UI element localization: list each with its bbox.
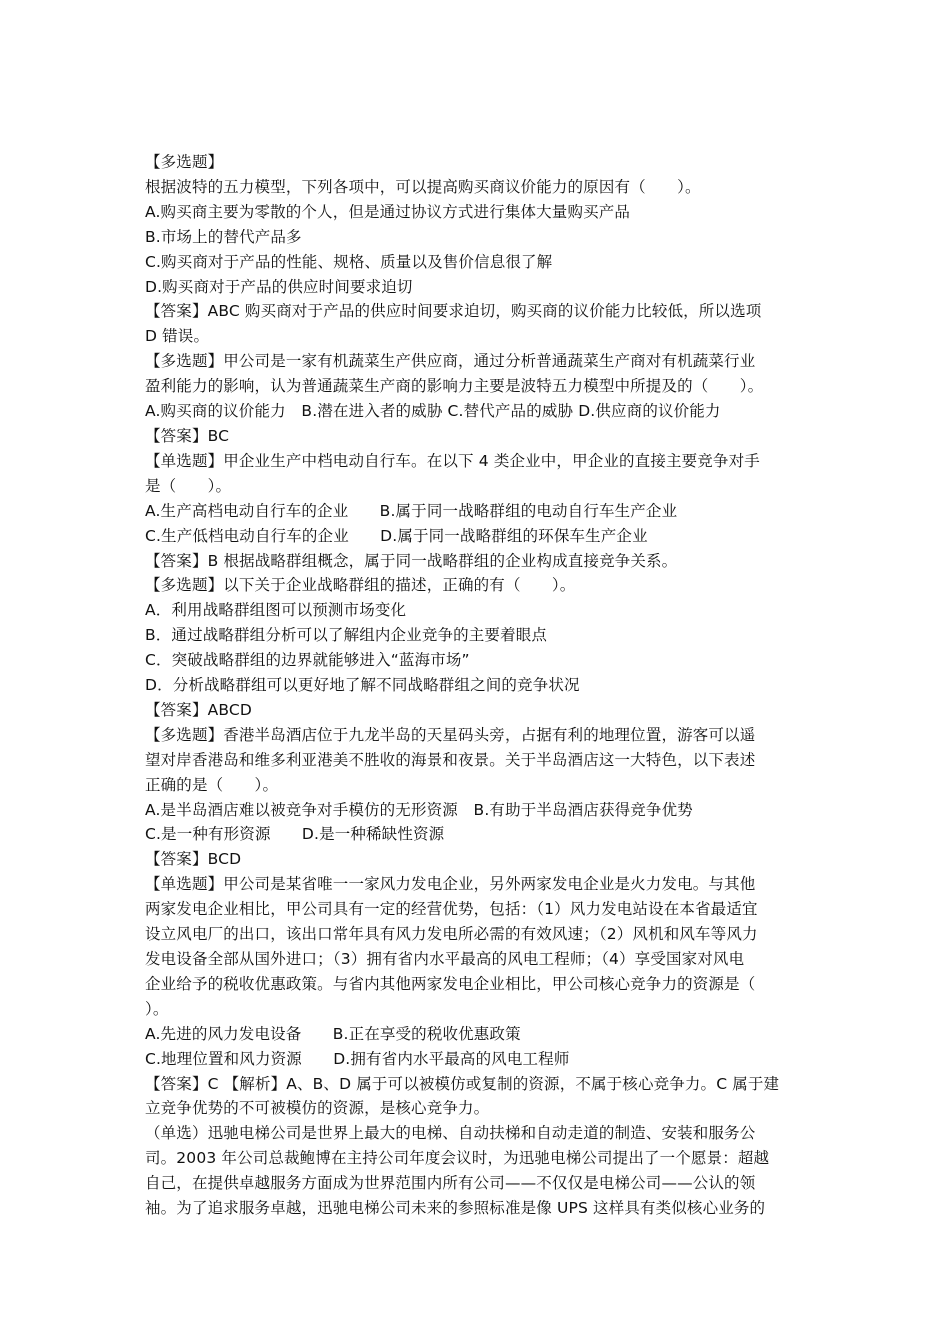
- answer-line: 【答案】ABC 购买商对于产品的供应时间要求迫切，购买商的议价能力比较低，所以选项: [145, 302, 762, 321]
- options-row: A.先进的风力发电设备 B.正在享受的税收优惠政策: [145, 1024, 521, 1043]
- option-b: B.市场上的替代产品多: [145, 227, 302, 246]
- options-row: C.是一种有形资源 D.是一种稀缺性资源: [145, 825, 445, 844]
- question-stem-cont: 发电设备全部从国外进口；（3）拥有省内水平最高的风电工程师；（4）享受国家对风电: [145, 950, 745, 968]
- option-b: B．通过战略群组分析可以了解组内企业竞争的主要着眼点: [145, 626, 548, 645]
- answer-line: 【答案】BC: [145, 426, 230, 445]
- answer-line-cont: D 错误。: [145, 327, 210, 346]
- question-stem: 【多选题】甲公司是一家有机蔬菜生产供应商，通过分析普通蔬菜生产商对有机蔬菜行业: [145, 352, 756, 371]
- question-stem: （单选）迅驰电梯公司是世界上最大的电梯、自动扶梯和自动走道的制造、安装和服务公: [145, 1124, 756, 1143]
- question-stem-cont: 正确的是（ ）。: [145, 775, 279, 794]
- document-page: [145, 150, 810, 1221]
- question-stem-cont: ）。: [145, 999, 169, 1018]
- option-c: C.购买商对于产品的性能、规格、质量以及售价信息很了解: [145, 252, 553, 271]
- question-stem-cont: 盈利能力的影响，认为普通蔬菜生产商的影响力主要是波特五力模型中所提及的（ ）。: [145, 377, 764, 396]
- answer-line: 【答案】B 根据战略群组概念，属于同一战略群组的企业构成直接竞争关系。: [145, 551, 678, 570]
- options-row: C.地理位置和风力资源 D.拥有省内水平最高的风电工程师: [145, 1049, 570, 1068]
- options-row: C.生产低档电动自行车的企业 D.属于同一战略群组的环保车生产企业: [145, 526, 648, 545]
- option-a: A．利用战略群组图可以预测市场变化: [145, 601, 407, 620]
- question-stem: 根据波特的五力模型，下列各项中，可以提高购买商议价能力的原因有（ ）。: [145, 177, 701, 196]
- option-d: D.购买商对于产品的供应时间要求迫切: [145, 277, 413, 296]
- options-row: A.是半岛酒店难以被竞争对手模仿的无形资源 B.有助于半岛酒店获得竞争优势: [145, 800, 693, 819]
- question-stem: 【多选题】香港半岛酒店位于九龙半岛的天星码头旁，占据有利的地理位置，游客可以遥: [145, 725, 756, 744]
- options-row: A.生产高档电动自行车的企业 B.属于同一战略群组的电动自行车生产企业: [145, 501, 678, 520]
- question-stem-cont: 企业给予的税收优惠政策。与省内其他两家发电企业相比，甲公司核心竞争力的资源是（: [145, 974, 756, 993]
- question-stem: 【多选题】以下关于企业战略群组的描述，正确的有（ ）。: [145, 576, 576, 595]
- answer-line: 【答案】ABCD: [145, 700, 252, 719]
- answer-line-cont: 立竞争优势的不可被模仿的资源，是核心竞争力。: [145, 1099, 490, 1118]
- option-c: C．突破战略群组的边界就能够进入“蓝海市场”: [145, 651, 470, 670]
- question-stem-cont: 司。2003 年公司总裁鲍博在主持公司年度会议时，为迅驰电梯公司提出了一个愿景：超越: [145, 1149, 770, 1168]
- question-heading: 【多选题】: [145, 153, 224, 171]
- question-stem-cont: 设立风电厂的出口，该出口常年具有风力发电所必需的有效风速；（2）风机和风车等风力: [145, 925, 758, 944]
- question-stem-cont: 自己，在提供卓越服务方面成为世界范围内所有公司——不仅仅是电梯公司——公认的领: [145, 1174, 756, 1193]
- question-stem-cont: 是（ ）。: [145, 476, 232, 495]
- question-stem-cont: 望对岸香港岛和维多利亚港美不胜收的海景和夜景。关于半岛酒店这一大特色，以下表述: [145, 750, 756, 769]
- question-stem: 【单选题】甲企业生产中档电动自行车。在以下 4 类企业中，甲企业的直接主要竞争对手: [145, 451, 760, 470]
- option-a: A.购买商主要为零散的个人，但是通过协议方式进行集体大量购买产品: [145, 202, 631, 221]
- question-stem: 【单选题】甲公司是某省唯一一家风力发电企业，另外两家发电企业是火力发电。与其他: [145, 875, 756, 894]
- answer-line: 【答案】BCD: [145, 850, 242, 869]
- question-stem-cont: 两家发电企业相比，甲公司具有一定的经营优势，包括：（1）风力发电站设在本省最适宜: [145, 900, 758, 919]
- option-d: D．分析战略群组可以更好地了解不同战略群组之间的竞争状况: [145, 676, 580, 695]
- answer-line: 【答案】C 【解析】A、B、D 属于可以被模仿或复制的资源，不属于核心竞争力。C 属于建: [145, 1074, 780, 1093]
- question-stem-cont: 袖。为了追求服务卓越，迅驰电梯公司未来的参照标准是像 UPS 这样具有类似核心业务的: [145, 1199, 766, 1218]
- options-row: A.购买商的议价能力 B.潜在进入者的威胁 C.替代产品的威胁 D.供应商的议价能力: [145, 402, 721, 421]
